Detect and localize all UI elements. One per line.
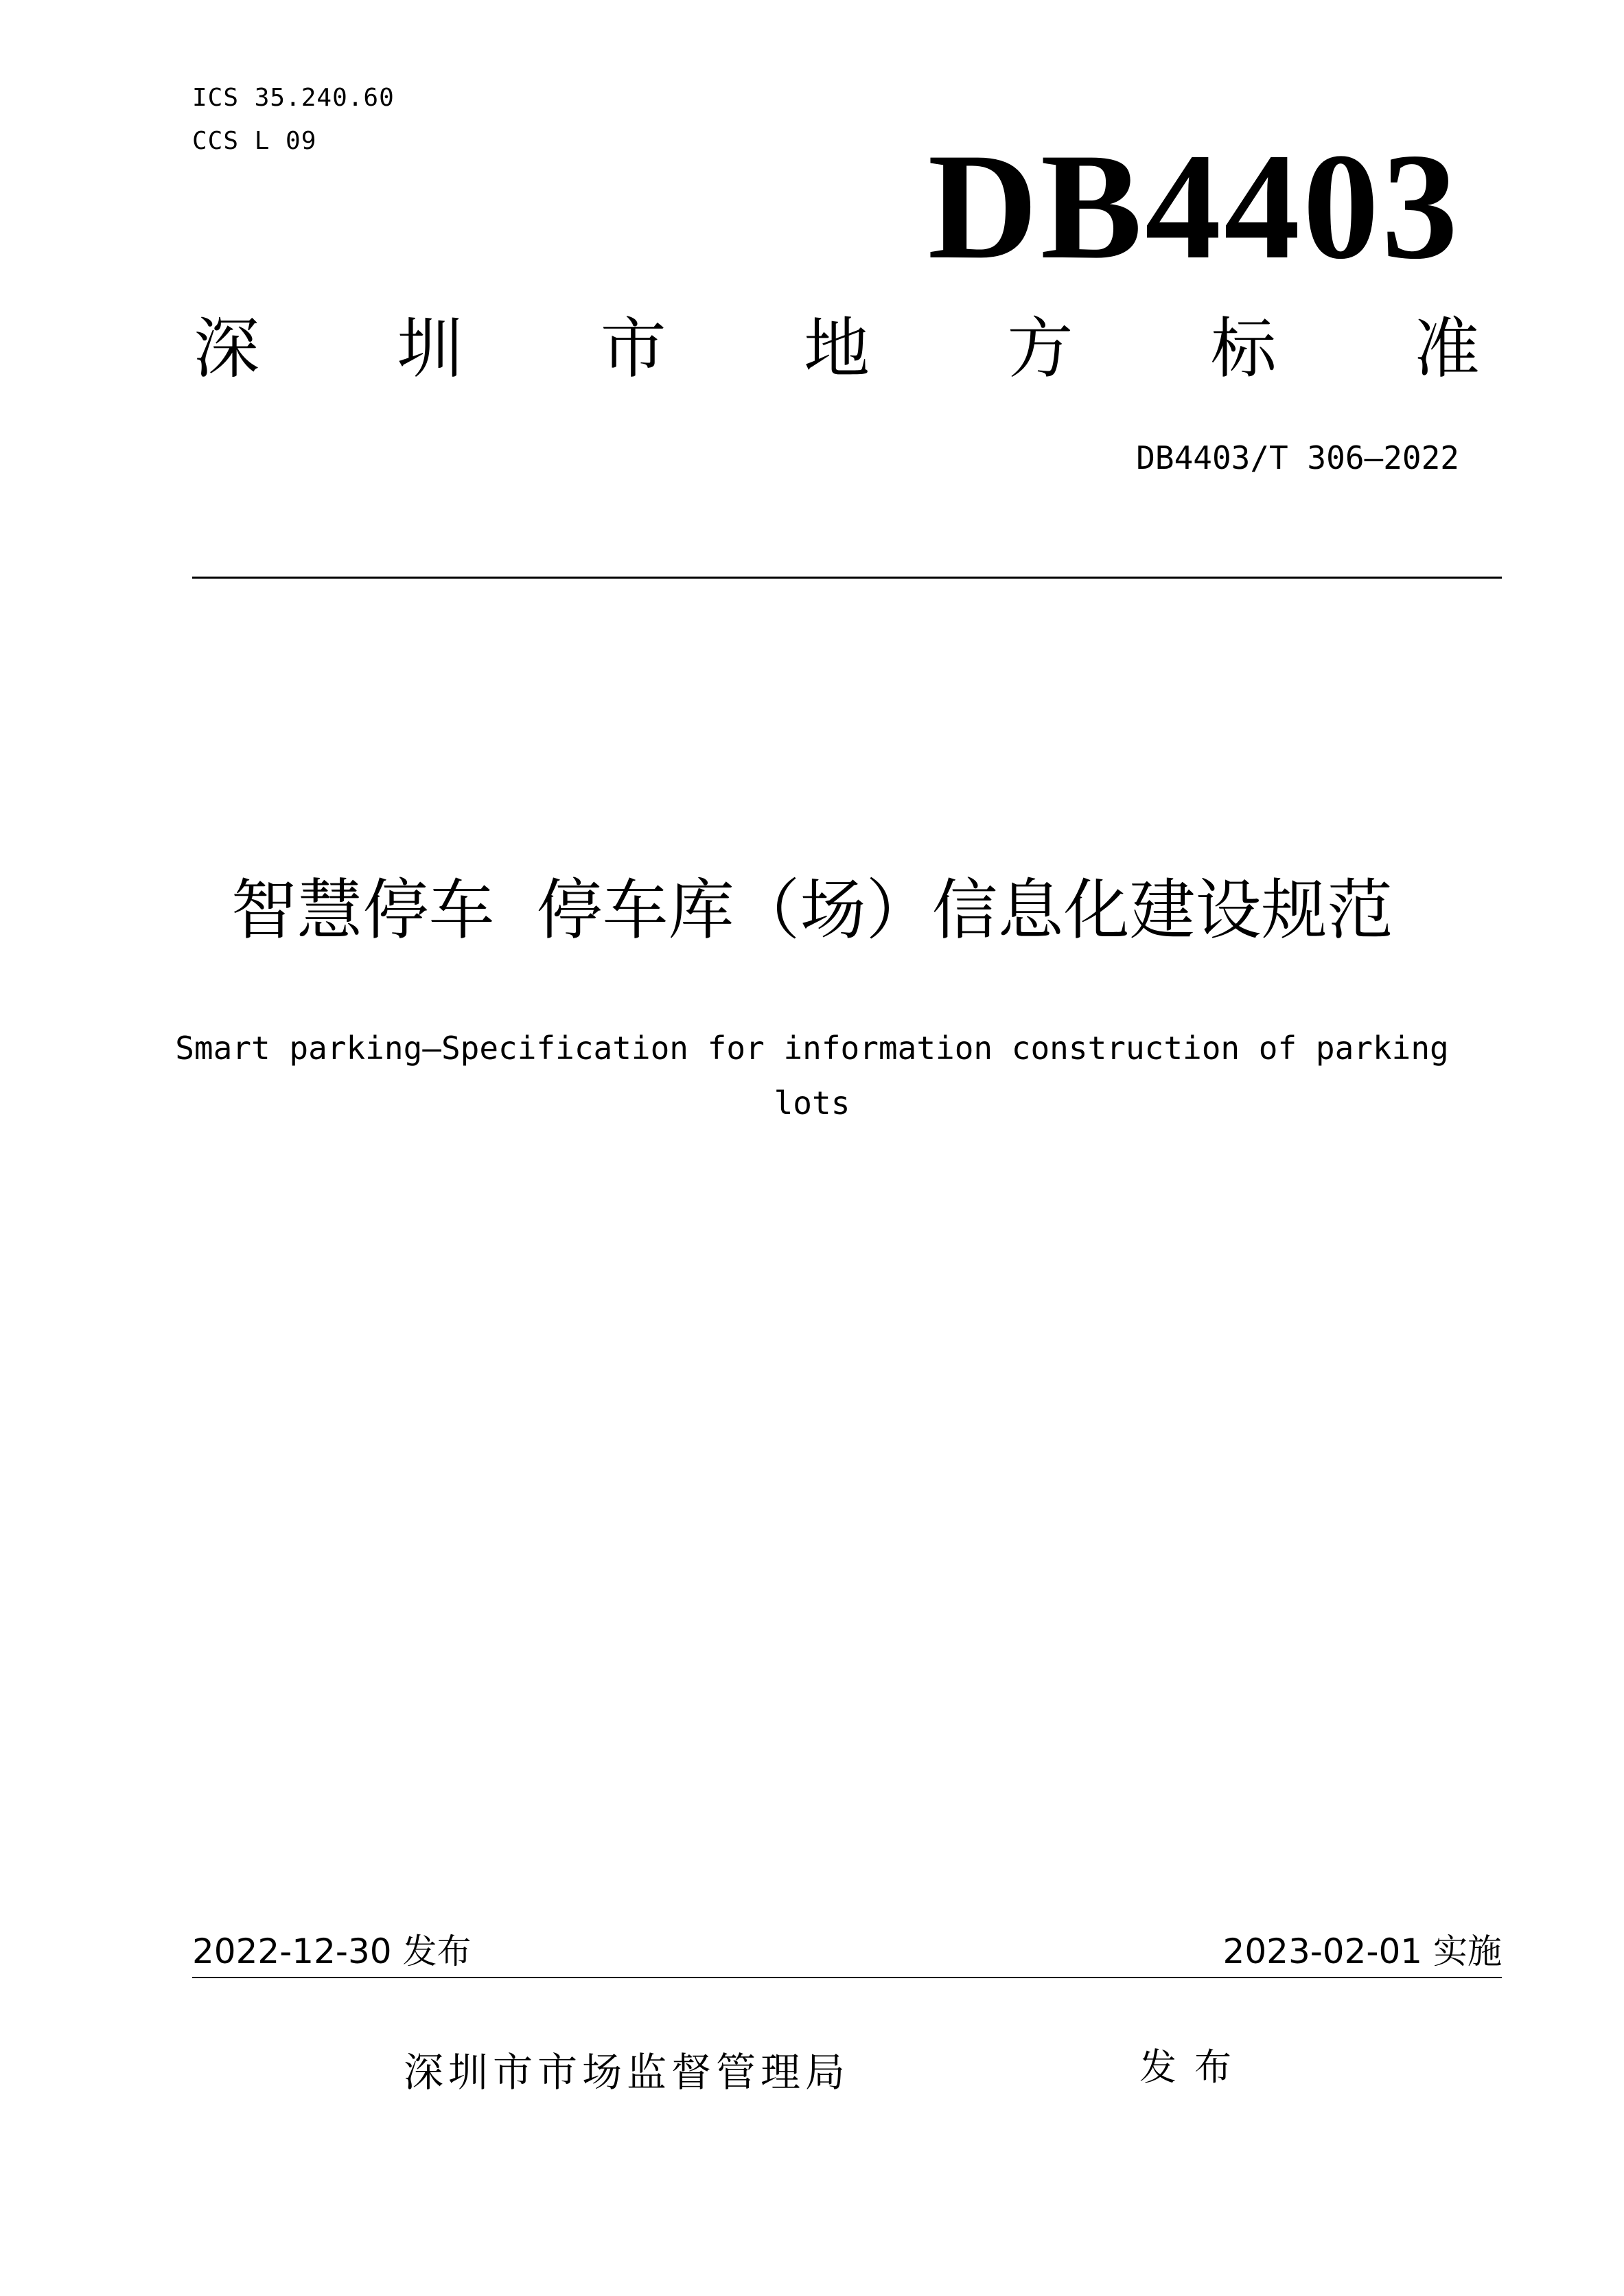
standard-code-heading: DB4403: [927, 122, 1461, 291]
publish-label: 发布: [1139, 2045, 1249, 2089]
publisher: 深圳市市场监督管理局: [404, 2049, 850, 2096]
title-english-line: Smart parking—Specification for information construction of parking: [175, 1030, 1449, 1067]
issue-date: 2022-12-30 发布: [192, 1932, 472, 1971]
ccs-code: CCS L 09: [192, 127, 317, 155]
standard-type-char: 深: [194, 310, 259, 387]
footer-divider: [192, 1977, 1502, 1978]
standard-type-char: 地: [803, 310, 870, 387]
standard-type: [194, 310, 1480, 387]
header-divider: [192, 577, 1502, 579]
title-chinese: 智慧停车 停车库（场）信息化建设规范: [231, 872, 1393, 949]
standard-number: DB4403/T 306—2022: [1136, 439, 1459, 476]
standard-type-char: 标: [1210, 310, 1277, 387]
title-english-line: lots: [774, 1085, 850, 1122]
standard-type-char: 准: [1413, 310, 1480, 387]
title-english: [126, 1021, 1498, 1130]
standard-type-char: 市: [600, 310, 666, 387]
implementation-date: 2023-02-01 实施: [1222, 1932, 1502, 1971]
standard-type-char: 圳: [397, 310, 463, 387]
ics-code: ICS 35.240.60: [192, 84, 395, 112]
standard-type-char: 方: [1007, 310, 1074, 387]
